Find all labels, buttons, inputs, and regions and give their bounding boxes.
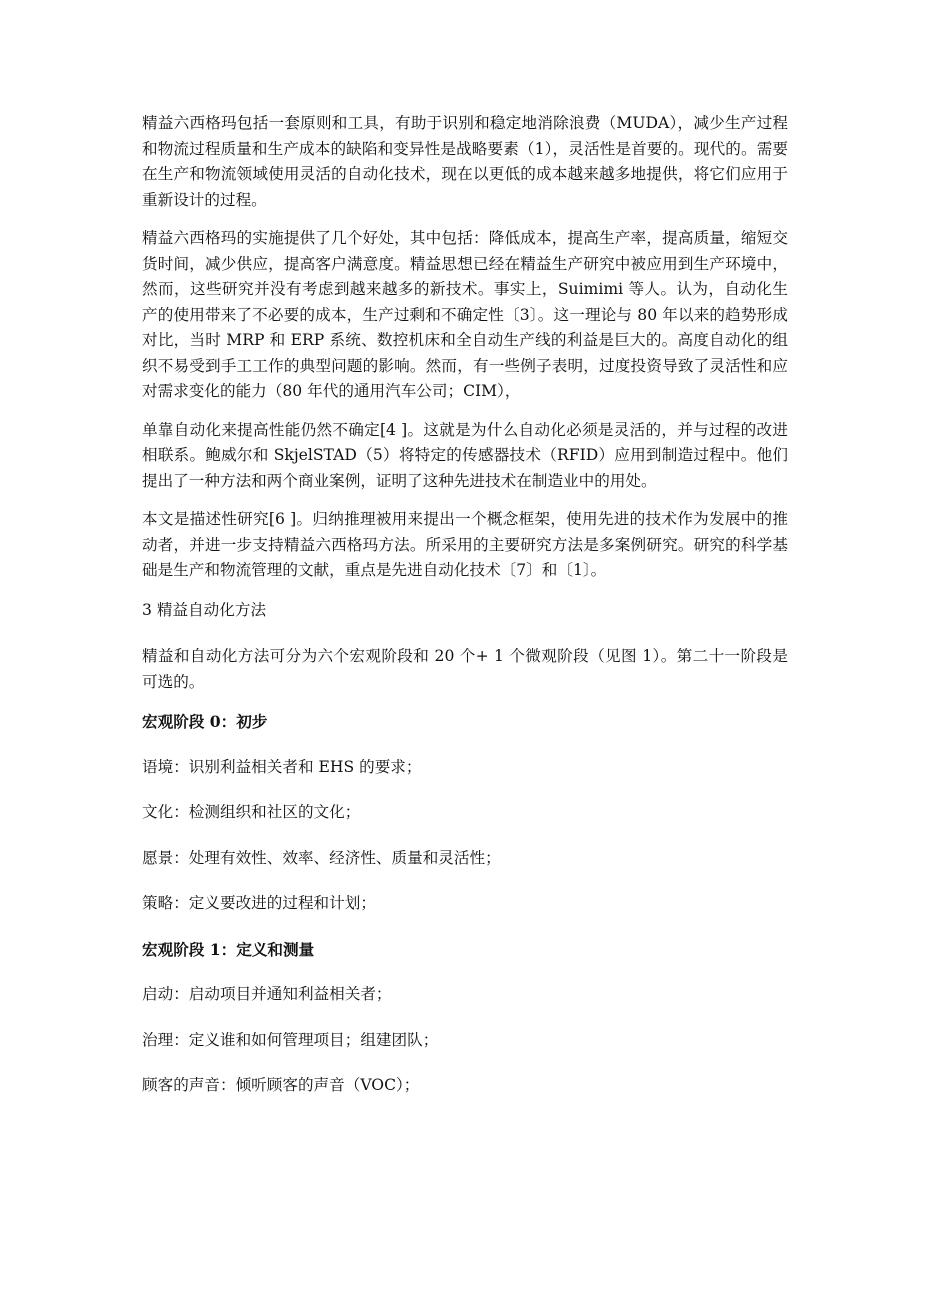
section-intro: 精益和自动化方法可分为六个宏观阶段和 20 个+ 1 个微观阶段（见图 1）。第二十一阶段是可选的。 xyxy=(142,647,788,691)
phase1-item-governance: 治理：定义谁和如何管理项目；组建团队； xyxy=(142,1030,439,1049)
phase0-item-context: 语境：识别利益相关者和 EHS 的要求； xyxy=(142,757,422,776)
section-title: 3 精益自动化方法 xyxy=(142,600,267,619)
phase1-heading: 宏观阶段 1：定义和测量 xyxy=(142,939,315,959)
phase1-item-start: 启动：启动项目并通知利益相关者； xyxy=(142,985,392,1003)
phase0-item-vision: 愿景：处理有效性、效率、经济性、质量和灵活性； xyxy=(142,848,501,867)
paragraph-descriptive-research: 本文是描述性研究[6 ]。归纳推理被用来提出一个概念框架，使用先进的技术作为发展中的推动者，并进一步支持精益六西格玛方法。所采用的主要研究方法是多案例研究。研究的科学基础是生产和物流管理的文献，重点是先进自动化技术〔7〕和〔1〕。 xyxy=(142,510,788,579)
paragraph-automation-uncertainty: 单靠自动化来提高性能仍然不确定[4 ]。这就是为什么自动化必须是灵活的，并与过程的改进相联系。鲍威尔和 SkjelSTAD（5）将特定的传感器技术（RFID）应用到制造过程中。他们提出了一种方法和两个商业案例，证明了这种先进技术在制造业中的用处。 xyxy=(142,420,788,490)
phase0-item-culture: 文化：检测组织和社区的文化； xyxy=(142,803,361,821)
phase1-item-voice-of-customer: 顾客的声音：倾听顾客的声音（VOC）； xyxy=(142,1076,420,1094)
paragraph-lean-six-sigma-principles: 精益六西格玛包括一套原则和工具，有助于识别和稳定地消除浪费（MUDA），减少生产过程和物流过程质量和生产成本的缺陷和变异性是战略要素（1），灵活性是首要的。现代的。需要在生产和物流领域使用灵活的自动化技术，现在以更低的成本越来越多地提供，将它们应用于重新设计的过程。 xyxy=(142,114,788,209)
phase0-heading: 宏观阶段 0：初步 xyxy=(142,712,268,731)
document-page xyxy=(142,111,788,1099)
phase0-item-strategy: 策略：定义要改进的过程和计划； xyxy=(142,894,376,912)
paragraph-lean-six-sigma-benefits: 精益六西格玛的实施提供了几个好处，其中包括：降低成本，提高生产率，提高质量，缩短交货时间，减少供应，提高客户满意度。精益思想已经在精益生产研究中被应用到生产环境中，然而，这些研究并没有考虑到越来越多的新技术。事实上，Suimimi 等人。认为，自动化生产的使用带来了不必要的成本，生产过剩和不确定性〔3〕。这一理论与 80 年以来的趋势形成对比，当时 MRP 和 ERP 系统、数控机床和全自动生产线的利益是巨大的。高度自动化的组织不易受到手工工作的典型问题的影响。然而，有一些例子表明，过度投资导致了灵活性和应对需求变化的能力（80 年代的通用汽车公司；CIM）， xyxy=(142,229,788,400)
